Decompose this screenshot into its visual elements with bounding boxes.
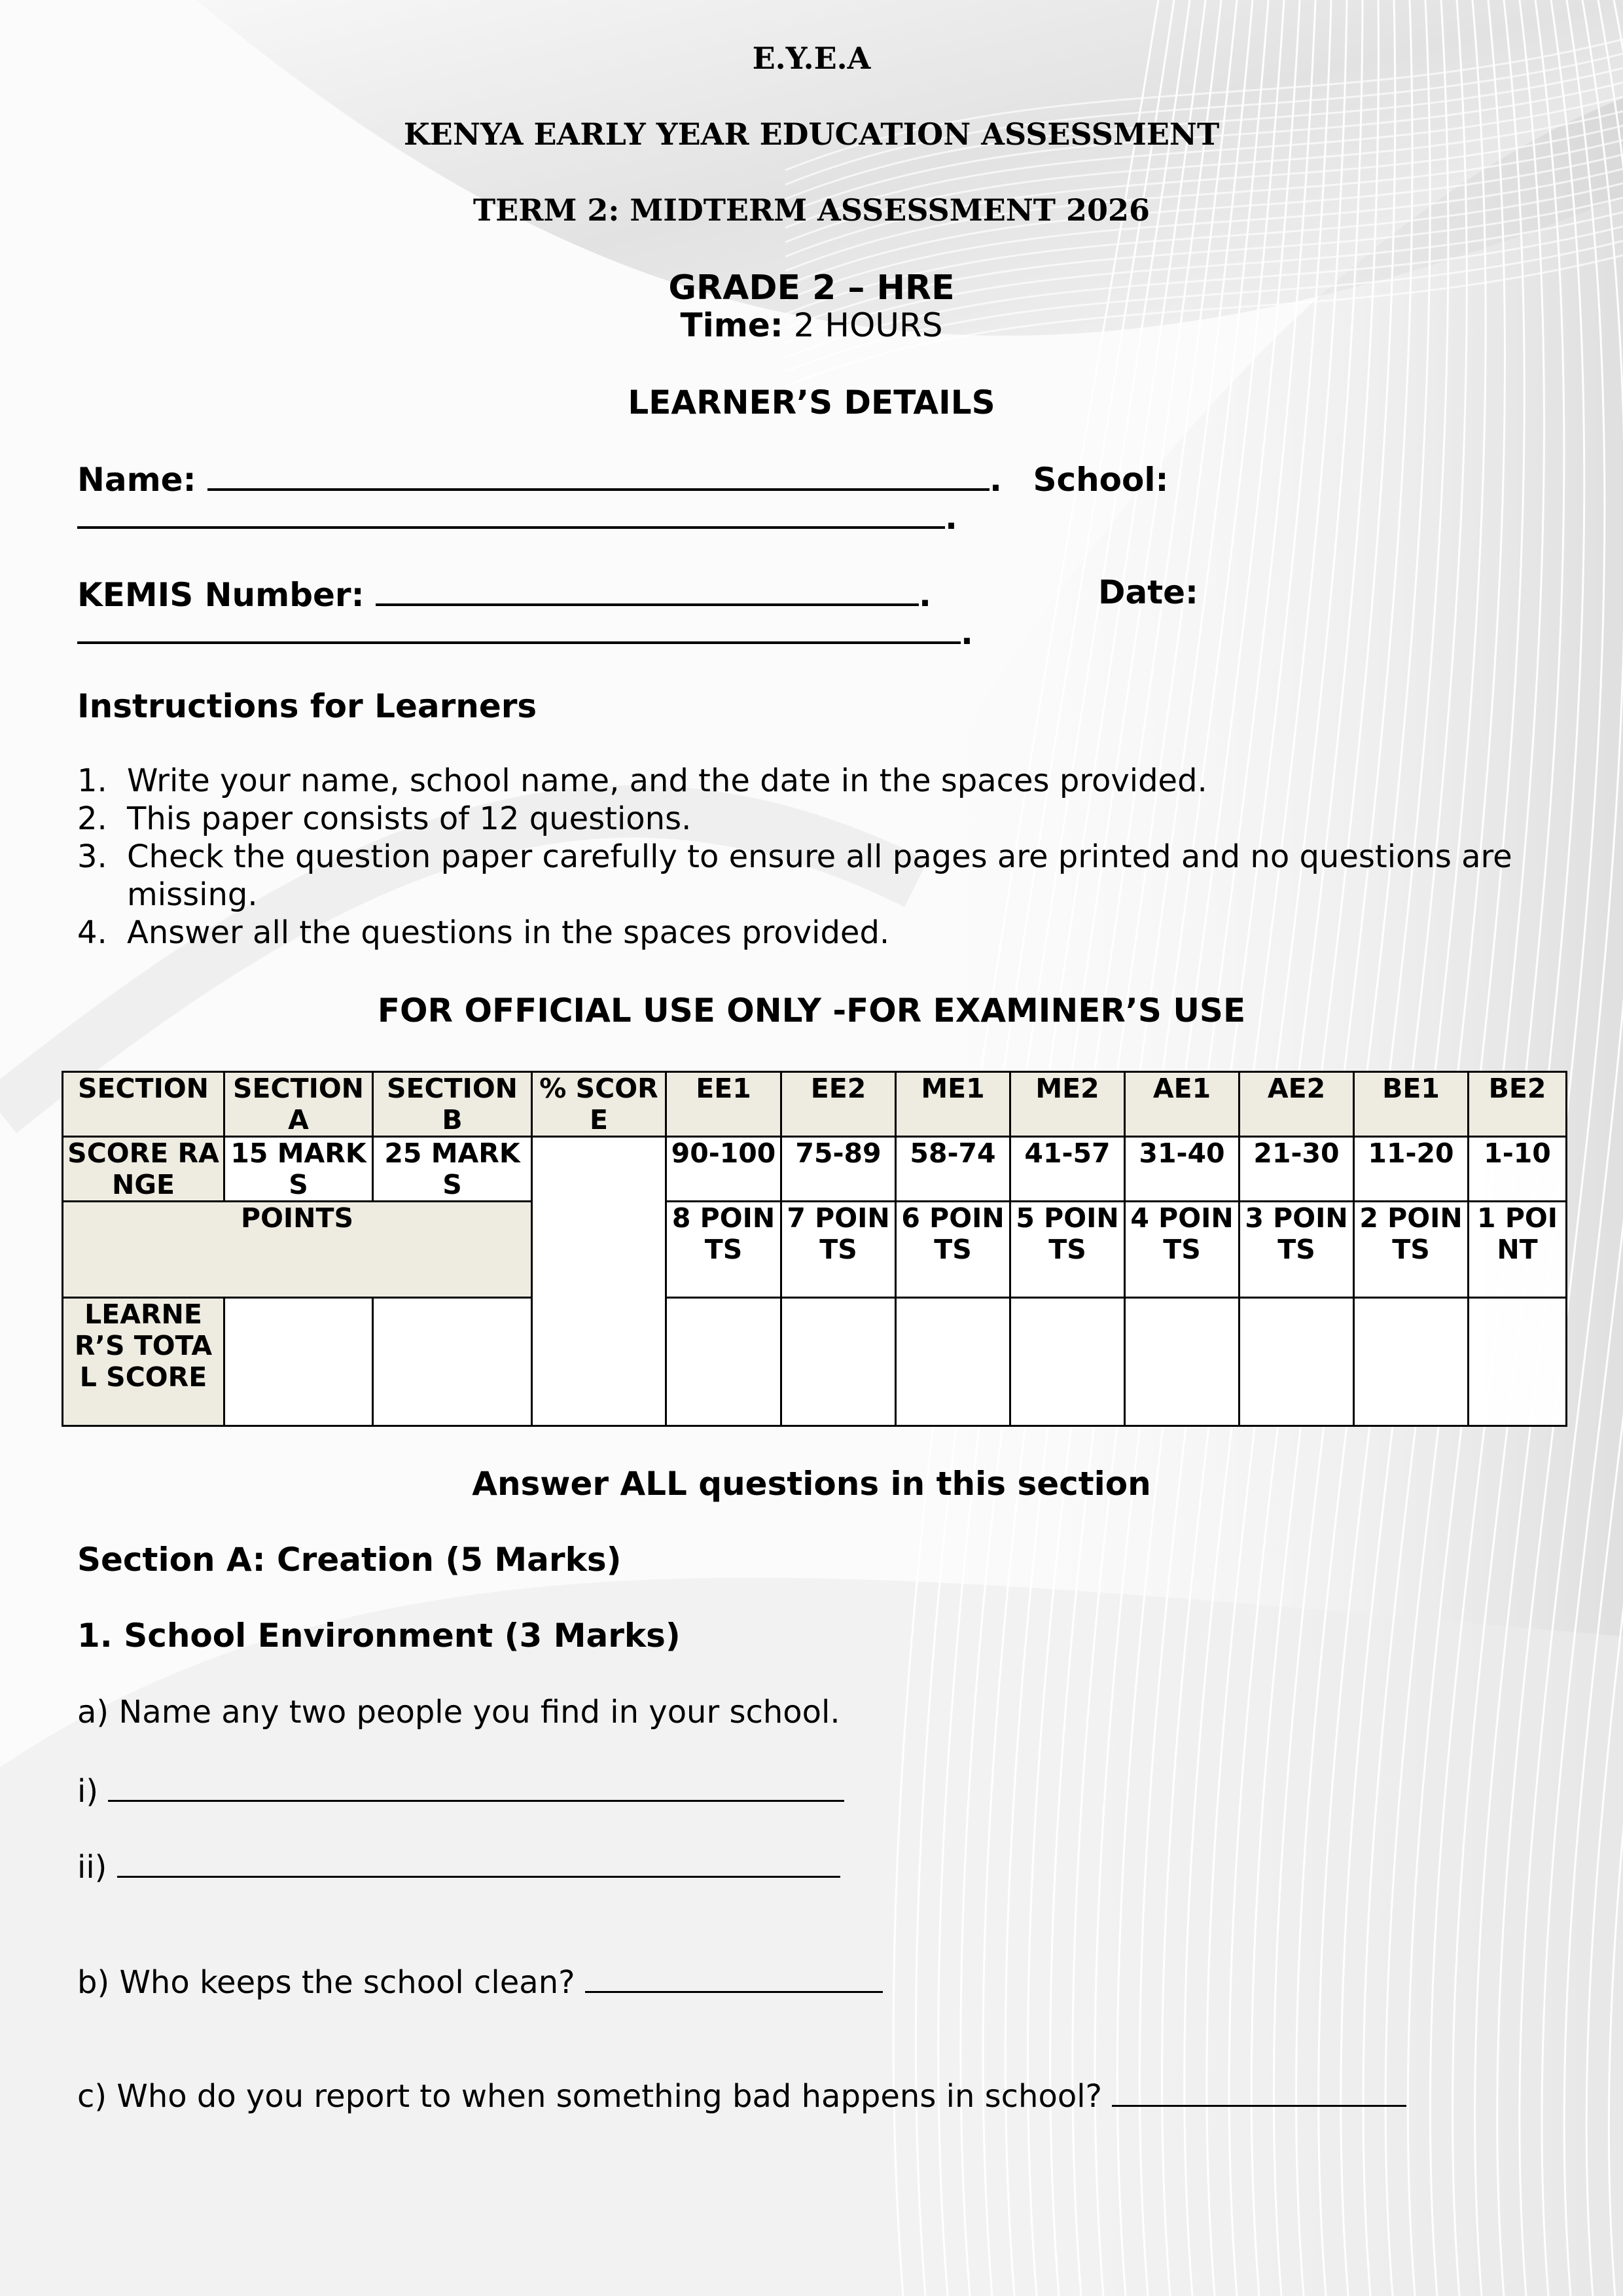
header-cell-percent-score: % SCORE <box>532 1072 666 1137</box>
question-1b: b) Who keeps the school clean? <box>77 1961 883 2001</box>
name-line: Name: . School: <box>77 458 1169 499</box>
ae2-score-cell[interactable] <box>1240 1297 1354 1426</box>
range-cell: 90-100 <box>666 1137 781 1202</box>
list-item: 4. Answer all the questions in the spaces provided. <box>77 914 890 951</box>
assessment-title: KENYA EARLY YEAR EDUCATION ASSESSMENT <box>403 117 1220 152</box>
range-cell: 11-20 <box>1354 1137 1469 1202</box>
date-line: . <box>77 611 973 652</box>
percent-score-cell[interactable] <box>532 1137 666 1426</box>
answer-blank-i[interactable] <box>108 1770 844 1802</box>
header-cell-ee2: EE2 <box>781 1072 896 1137</box>
name-label: Name: <box>77 461 196 499</box>
answer-blank-1c[interactable] <box>1112 2075 1406 2107</box>
answer-blank-ii[interactable] <box>117 1846 840 1878</box>
range-cell: 31-40 <box>1125 1137 1240 1202</box>
score-range-label: SCORE RANGE <box>63 1137 224 1202</box>
range-cell: 21-30 <box>1240 1137 1354 1202</box>
time-label: Time: <box>680 306 783 344</box>
section-b-marks: 25 MARKS <box>373 1137 532 1202</box>
kemis-blank[interactable] <box>376 573 919 606</box>
name-blank[interactable] <box>207 458 990 491</box>
points-cell: 4 POINTS <box>1125 1202 1240 1297</box>
school-label: School: <box>1033 461 1169 499</box>
header-cell-be2: BE2 <box>1469 1072 1567 1137</box>
header-cell-section-b: SECTION B <box>373 1072 532 1137</box>
section-a-title: Section A: Creation (5 Marks) <box>77 1541 622 1579</box>
term-title: TERM 2: MIDTERM ASSESSMENT 2026 <box>473 192 1150 228</box>
me1-score-cell[interactable] <box>896 1297 1010 1426</box>
ee2-score-cell[interactable] <box>781 1297 896 1426</box>
points-cell: 2 POINTS <box>1354 1202 1469 1297</box>
list-item: 3. Check the question paper carefully to ensure all pages are printed and no questions are missing. <box>77 838 1512 913</box>
points-cell: 1 POINT <box>1469 1202 1567 1297</box>
ae1-score-cell[interactable] <box>1125 1297 1240 1426</box>
question-1a: a) Name any two people you find in your school. <box>77 1694 840 1731</box>
points-cell: 7 POINTS <box>781 1202 896 1297</box>
official-score-table <box>62 1071 1567 1427</box>
school-line: . <box>77 496 957 537</box>
time-value: 2 HOURS <box>793 306 943 344</box>
header-cell-ae2: AE2 <box>1240 1072 1354 1137</box>
question-1c: c) Who do you report to when something bad happens in school? <box>77 2075 1406 2115</box>
header-cell-be1: BE1 <box>1354 1072 1469 1137</box>
answer-line-i: i) <box>77 1770 844 1810</box>
be2-score-cell[interactable] <box>1469 1297 1567 1426</box>
section-instruction: Answer ALL questions in this section <box>472 1465 1151 1503</box>
range-cell: 1-10 <box>1469 1137 1567 1202</box>
table-row <box>63 1297 1567 1426</box>
learner-details-heading: LEARNER’S DETAILS <box>628 384 995 422</box>
list-item: 1. Write your name, school name, and the date in the spaces provided. <box>77 762 1207 799</box>
points-cell: 5 POINTS <box>1010 1202 1125 1297</box>
header-cell-section: SECTION <box>63 1072 224 1137</box>
org-title: E.Y.E.A <box>752 41 871 76</box>
kemis-label: KEMIS Number: <box>77 576 365 614</box>
official-use-heading: FOR OFFICIAL USE ONLY -FOR EXAMINER’S USE <box>377 992 1246 1030</box>
range-cell: 58-74 <box>896 1137 1010 1202</box>
instructions-list <box>77 762 1582 952</box>
kemis-line: KEMIS Number: . <box>77 573 931 614</box>
range-cell: 41-57 <box>1010 1137 1125 1202</box>
grade-title: GRADE 2 – HRE <box>668 268 955 308</box>
range-cell: 75-89 <box>781 1137 896 1202</box>
section-a-marks: 15 MARKS <box>224 1137 373 1202</box>
me2-score-cell[interactable] <box>1010 1297 1125 1426</box>
points-cell: 8 POINTS <box>666 1202 781 1297</box>
date-blank[interactable] <box>77 611 961 644</box>
header-cell-section-a: SECTION A <box>224 1072 373 1137</box>
header-cell-ae1: AE1 <box>1125 1072 1240 1137</box>
table-row <box>63 1137 1567 1202</box>
date-label: Date: <box>1098 573 1199 611</box>
time-line <box>0 306 1623 344</box>
be1-score-cell[interactable] <box>1354 1297 1469 1426</box>
total-score-label: LEARNER’S TOTAL SCORE <box>63 1297 224 1426</box>
answer-blank-1b[interactable] <box>585 1961 883 1993</box>
points-label: POINTS <box>63 1202 532 1297</box>
ee1-score-cell[interactable] <box>666 1297 781 1426</box>
question-1-title: 1. School Environment (3 Marks) <box>77 1617 681 1655</box>
list-item: 2. This paper consists of 12 questions. <box>77 800 692 837</box>
school-blank[interactable] <box>77 496 945 529</box>
points-cell: 6 POINTS <box>896 1202 1010 1297</box>
table-row <box>63 1072 1567 1137</box>
header-cell-me2: ME2 <box>1010 1072 1125 1137</box>
header-cell-ee1: EE1 <box>666 1072 781 1137</box>
section-a-score-cell[interactable] <box>224 1297 373 1426</box>
points-cell: 3 POINTS <box>1240 1202 1354 1297</box>
instructions-heading: Instructions for Learners <box>77 687 537 725</box>
answer-line-ii: ii) <box>77 1846 840 1886</box>
header-cell-me1: ME1 <box>896 1072 1010 1137</box>
section-b-score-cell[interactable] <box>373 1297 532 1426</box>
table-row <box>63 1202 1567 1297</box>
